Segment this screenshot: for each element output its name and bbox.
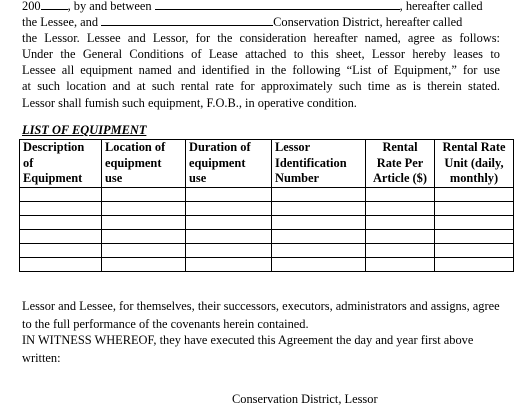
table-cell[interactable] (272, 244, 366, 258)
table-cell[interactable] (20, 188, 102, 202)
lessor-signature-line: Conservation District, Lessor (232, 392, 378, 406)
year-blank (41, 0, 68, 10)
table-cell[interactable] (102, 244, 186, 258)
district-name-blank (101, 14, 273, 26)
intro-line-4: Under the General Conditions of Lease attached to this sheet, Lessor hereby leases to (22, 47, 500, 62)
table-cell[interactable] (272, 216, 366, 230)
equipment-table (19, 139, 514, 272)
table-cell[interactable] (272, 230, 366, 244)
table-row (20, 230, 514, 244)
by-and-between-text: , by and between (67, 0, 152, 13)
intro-line-6: at such location and at such rental rate for approximately such time as is therein stated. (22, 79, 500, 94)
intro-line-1 (22, 0, 500, 14)
table-cell[interactable] (20, 230, 102, 244)
header-rental-rate-unit: Rental Rate Unit (daily, monthly) (435, 140, 514, 188)
table-cell[interactable] (272, 202, 366, 216)
table-cell[interactable] (186, 230, 272, 244)
lessee-name-blank (155, 0, 400, 10)
header-duration: Duration of equipment use (186, 140, 272, 188)
table-cell[interactable] (435, 258, 514, 272)
table-header-row (20, 140, 514, 188)
table-row (20, 216, 514, 230)
table-cell[interactable] (102, 202, 186, 216)
table-cell[interactable] (366, 258, 435, 272)
table-cell[interactable] (20, 216, 102, 230)
conservation-district-text: Conservation District, hereafter called (273, 15, 463, 30)
table-cell[interactable] (186, 188, 272, 202)
table-cell[interactable] (366, 216, 435, 230)
table-row (20, 244, 514, 258)
table-cell[interactable] (366, 202, 435, 216)
list-of-equipment-heading: LIST OF EQUIPMENT (22, 123, 147, 137)
intro-paragraph (22, 0, 500, 111)
table-cell[interactable] (186, 216, 272, 230)
witness-paragraph: IN WITNESS WHEREOF, they have executed this Agreement the day and year first above written: (22, 333, 474, 365)
covenants-paragraph: Lessor and Lessee, for themselves, their successors, executors, administrators and assigns, agree to the full performance of the covenants herein contained. (22, 299, 500, 331)
intro-line-2 (22, 14, 500, 30)
header-rental-rate-article: Rental Rate Per Article ($) (366, 140, 435, 188)
table-cell[interactable] (272, 258, 366, 272)
table-cell[interactable] (102, 188, 186, 202)
table-cell[interactable] (435, 230, 514, 244)
table-cell[interactable] (102, 216, 186, 230)
table-cell[interactable] (435, 216, 514, 230)
intro-line-5: Lessee all equipment named and identified in the following “List of Equipment,” for use (22, 63, 500, 78)
table-row (20, 258, 514, 272)
table-cell[interactable] (20, 202, 102, 216)
lessee-and-text: the Lessee, and (22, 15, 99, 30)
table-cell[interactable] (272, 188, 366, 202)
intro-line-3: the Lessor. Lessee and Lessor, for the consideration hereafter named, agree as follows: (22, 31, 500, 46)
table-cell[interactable] (20, 244, 102, 258)
header-lessor-id: Lessor Identification Number (272, 140, 366, 188)
header-location: Location of equipment use (102, 140, 186, 188)
table-cell[interactable] (366, 244, 435, 258)
table-cell[interactable] (186, 244, 272, 258)
intro-line-7: Lessor shall fumish such equipment, F.O.B., in operative condition. (22, 95, 357, 110)
table-cell[interactable] (366, 230, 435, 244)
table-row (20, 202, 514, 216)
header-description: Description of Equipment (20, 140, 102, 188)
table-cell[interactable] (435, 244, 514, 258)
table-cell[interactable] (20, 258, 102, 272)
hereafter-called-text: , hereafter called (399, 0, 483, 13)
table-cell[interactable] (366, 188, 435, 202)
table-row (20, 188, 514, 202)
table-cell[interactable] (435, 188, 514, 202)
table-cell[interactable] (102, 258, 186, 272)
table-cell[interactable] (435, 202, 514, 216)
year-prefix: 200 (22, 0, 41, 13)
table-cell[interactable] (102, 230, 186, 244)
table-cell[interactable] (186, 258, 272, 272)
table-cell[interactable] (186, 202, 272, 216)
